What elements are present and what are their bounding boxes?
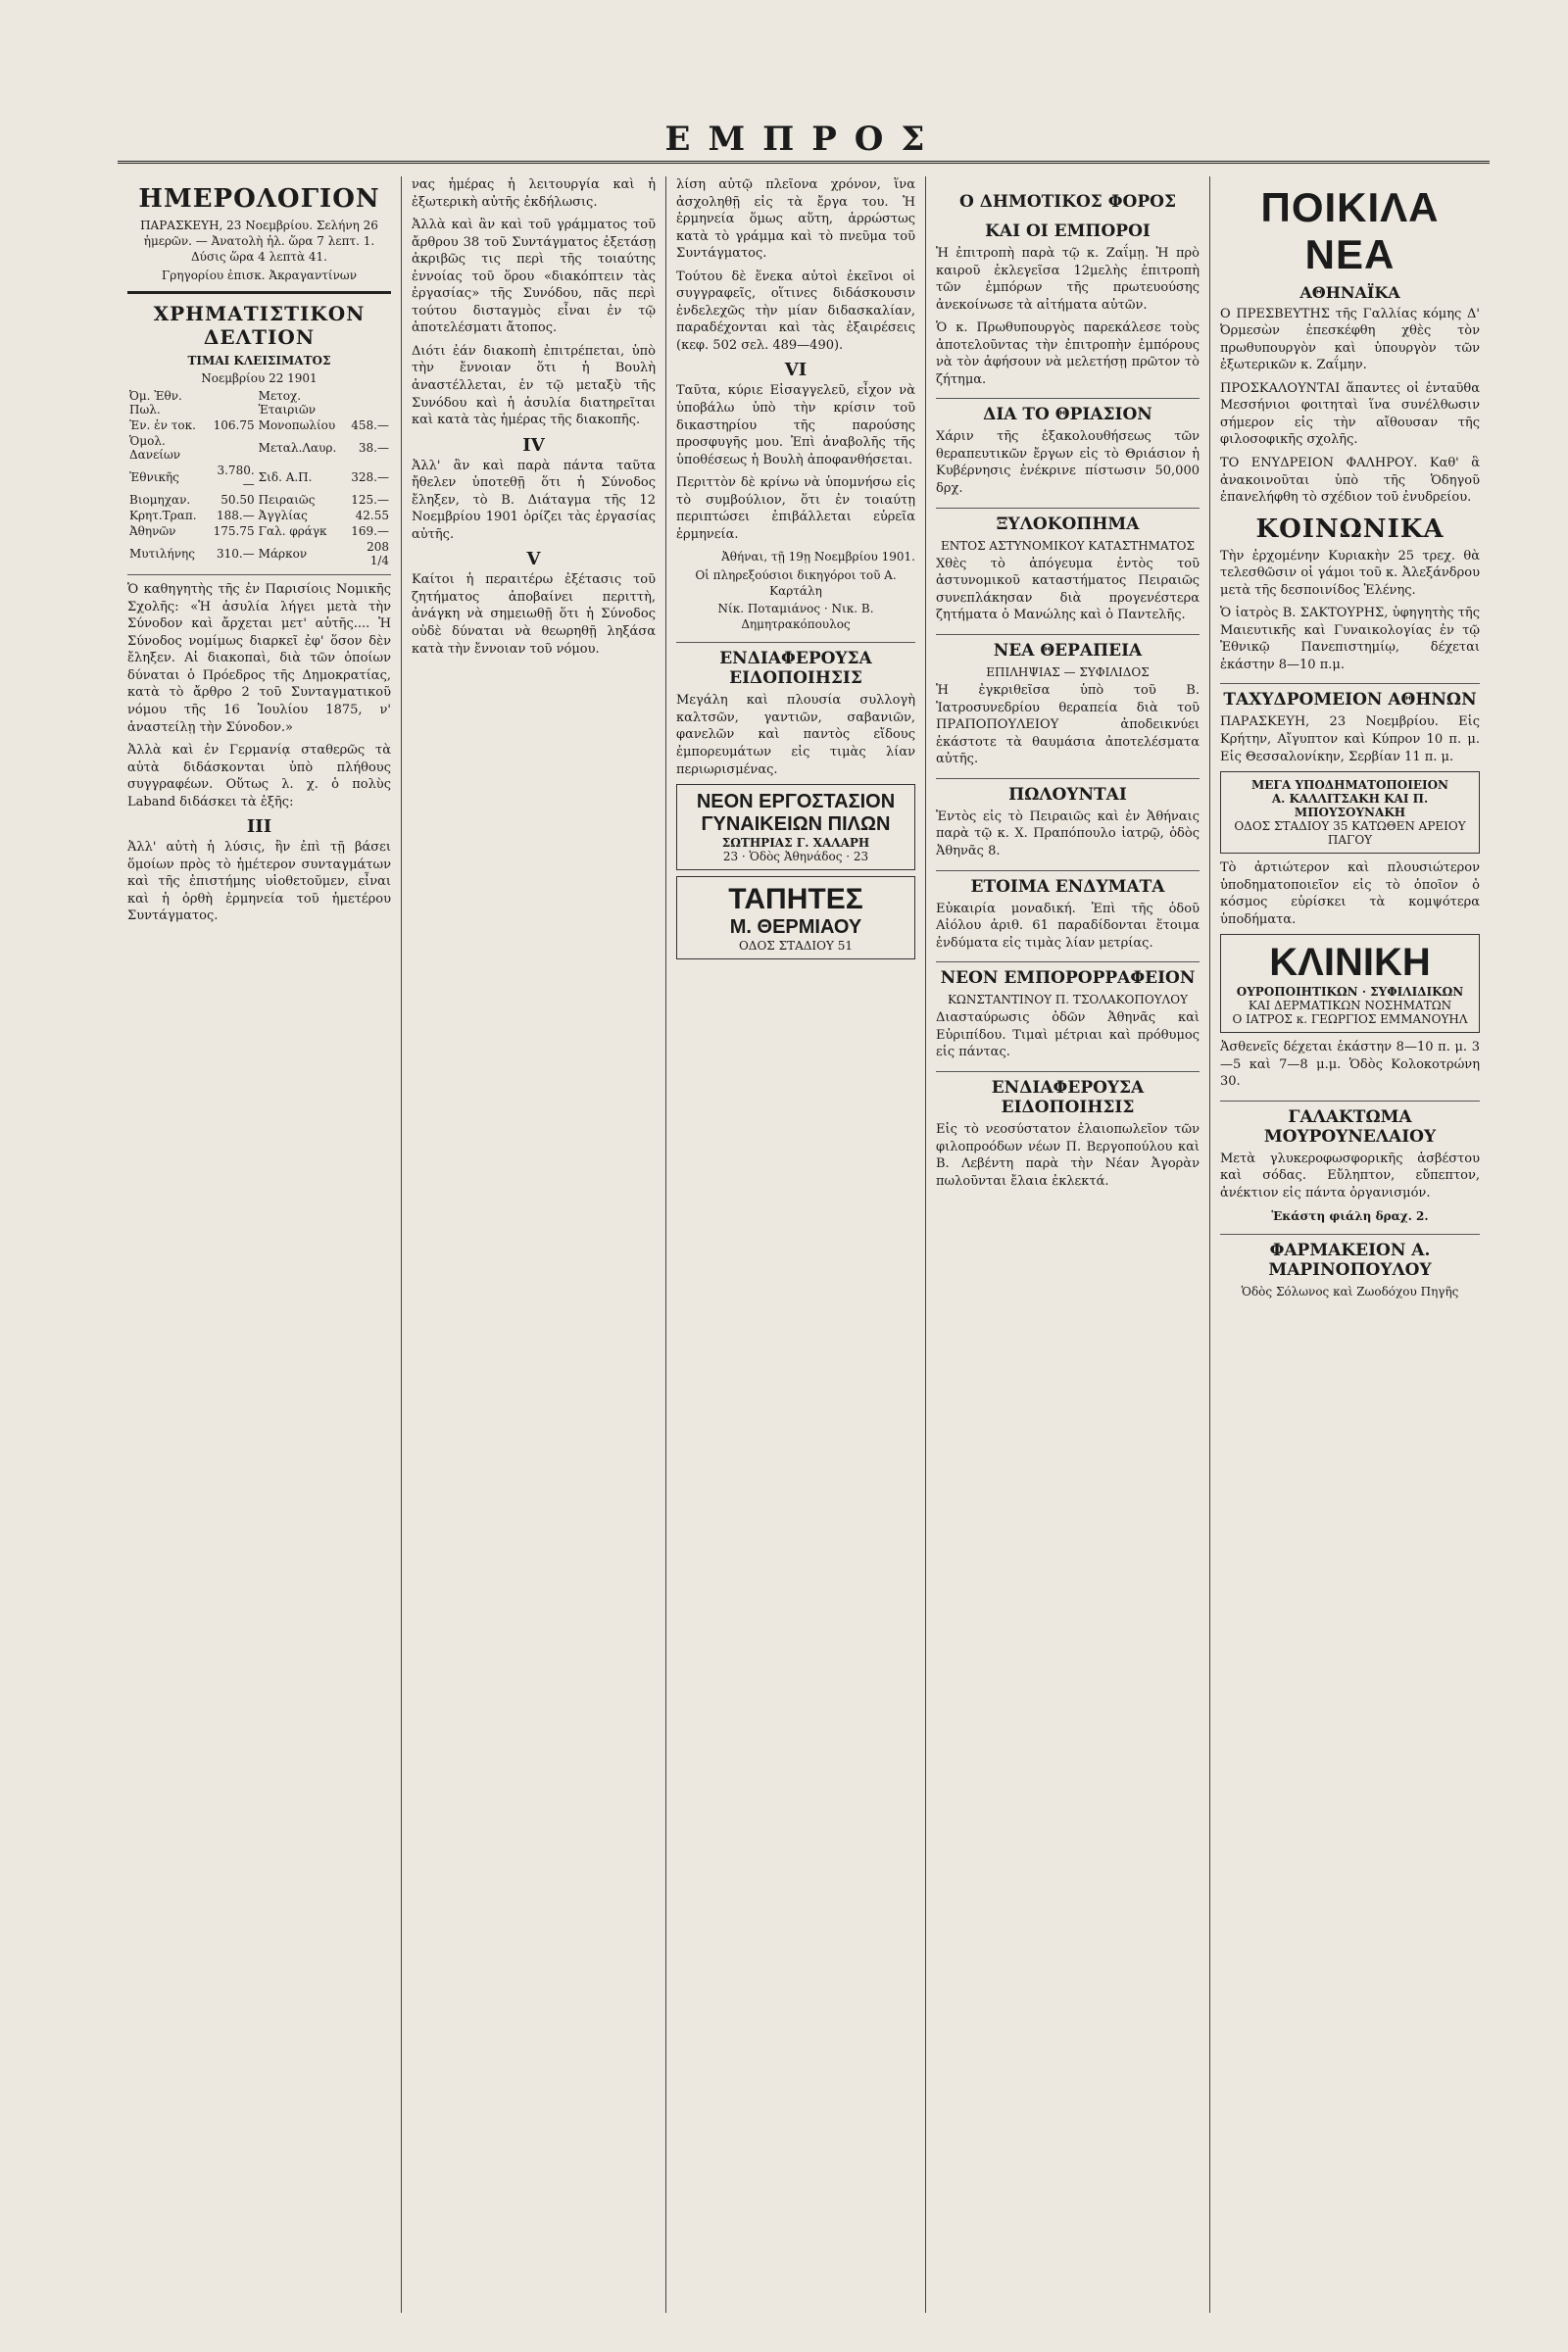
prices-heading: ΤΙΜΑΙ ΚΛΕΙΣΙΜΑΤΟΣ — [187, 353, 331, 368]
divider — [127, 574, 391, 575]
table-cell: 50.50 — [220, 493, 255, 508]
table-cell: Ἐν. ἐν τοκ. — [129, 418, 196, 433]
table-row — [127, 492, 391, 508]
article-paragraph: Ἀλλὰ καὶ ἐν Γερμανίᾳ σταθερῶς τὰ αὐτὰ διδάσκονται ὑπὸ πλήθους συγγραφέων. Οὕτως λ. χ. ὁ πολὺς Laband διδάσκει τὰ ἑξῆς: — [127, 743, 391, 809]
article-paragraph: Εὐκαιρία μοναδική. Ἐπὶ τῆς ὁδοῦ Αἰόλου ἀριθ. 61 παραδίδονται ἕτοιμα ἐνδύματα εἰς τιμὰς λίαν μετρίας. — [936, 901, 1200, 951]
table-cell: 208 1/4 — [367, 540, 389, 568]
table-cell: Ἀγγλίας — [258, 509, 308, 523]
column-4 — [926, 176, 1210, 2313]
pharmacy-address: Ὁδὸς Σόλωνος καὶ Ζωοδόχου Πηγῆς — [1241, 1284, 1459, 1298]
article-heading: ΝΕΑ ΘΕΡΑΠΕΙΑ — [936, 634, 1200, 661]
table-cell: 42.55 — [355, 509, 389, 523]
news-item: Μετὰ γλυκεροφωσφορικῆς ἀσβέστου καὶ σόδας. Εὔληπτον, εὔπεπτον, ἀνέκτιον εἰς πάντα ὀργανισμόν. — [1220, 1151, 1480, 1200]
news-item: Ἀσθενεῖς δέχεται ἑκάστην 8—10 π. μ. 3—5 καὶ 7—8 μ.μ. Ὁδὸς Κολοκοτρώνη 30. — [1220, 1040, 1480, 1090]
table-cell: Ὁμολ. Δανείων — [129, 434, 181, 463]
article-paragraph: Περιττὸν δὲ κρίνω νὰ ὑπομνήσω εἰς τὸ συμβούλιον, ὅτι ἐν τοιαύτῃ περιπτώσει ἐπιβάλλεται εὐρεῖα ἑρμηνεία. — [676, 475, 915, 542]
table-row — [127, 523, 391, 539]
table-cell: Ἀθηνῶν — [129, 524, 176, 539]
table-row — [127, 539, 391, 568]
table-cell: Γαλ. φράγκ — [258, 524, 327, 539]
news-item: ΤΟ ΕΝΥΔΡΕΙΟΝ ΦΑΛΗΡΟΥ. Καθ' ἃ ἀνακοινοῦται ὑπὸ τῆς Ὁδηγοῦ ἐπανελήφθη τὸ σχέδιον τοῦ ἐνυδρείου. — [1220, 455, 1480, 506]
table-cell: Ὀμ. Ἐθν. Πωλ. — [129, 389, 182, 417]
news-item: ΠΡΟΣΚΑΛΟΥΝΤΑΙ ἅπαντες οἱ ἐνταῦθα Μεσσήνιοι φοιτηταὶ ἵνα συνέλθωσιν σήμερον εἰς τὴν αἴθουσαν τῆς φιλοσοφικῆς σχολῆς. — [1220, 380, 1480, 448]
table-cell: Μονοπωλίου — [258, 418, 336, 433]
table-cell: 106.75 — [213, 418, 255, 433]
section-number: VI — [784, 360, 808, 381]
article-paragraph: Ἡ ἐπιτροπὴ παρὰ τῷ κ. Ζαΐμῃ. Ἡ πρὸ καιροῦ ἐκλεγεῖσα 12μελὴς ἐπιτροπὴ τῶν ἐμπόρων τῆς πρωτευούσης ἀνεκοίνωσε τὰ αἰτήματα αὐτῶν. — [936, 246, 1200, 313]
table-cell — [208, 388, 256, 417]
table-cell: Πειραιῶς — [258, 493, 316, 508]
column-5 — [1210, 176, 1490, 2313]
article-heading: ΦΑΡΜΑΚΕΙΟΝ Α. ΜΑΡΙΝΟΠΟΥΛΟΥ — [1220, 1234, 1480, 1280]
table-cell — [349, 388, 391, 417]
section-number: IV — [522, 434, 545, 456]
column-1 — [118, 176, 402, 2313]
ad-doctor: Ο ΙΑΤΡΟΣ κ. ΓΕΩΡΓΙΟΣ ΕΜΜΑΝΟΥΗΛ — [1232, 1012, 1468, 1027]
news-item: Ὁ ἰατρὸς Β. ΣΑΚΤΟΥΡΗΣ, ὑφηγητὴς τῆς Μαιευτικῆς καὶ Γυναικολογίας ἐν τῷ Ἐθνικῷ Πανεπιστημίῳ, δέχεται ἑκάστην 8—10 π.μ. — [1220, 606, 1480, 672]
article-subheading: ΕΝΤΟΣ ΑΣΤΥΝΟΜΙΚΟΥ ΚΑΤΑΣΤΗΜΑΤΟΣ — [941, 538, 1195, 553]
article-paragraph: Ταῦτα, κύριε Εἰσαγγελεῦ, εἶχον νὰ ὑποβάλω ὑπὸ τὴν κρίσιν τοῦ δικαστηρίου τῆς παρούσης προσφυγῆς μου. Ἐπὶ ἀναβολῆς τῆς ὑποθέσεως ἡ Βουλὴ ἀποφανθήσεται. — [676, 383, 915, 467]
article-subheading: ΚΩΝΣΤΑΝΤΙΝΟΥ Π. ΤΣΟΛΑΚΟΠΟΥΛΟΥ — [947, 993, 1189, 1007]
hat-factory-ad — [676, 784, 915, 870]
table-cell: Μεταλ.Λαυρ. — [258, 441, 337, 456]
article-paragraph: Ἀλλ' ἂν καὶ παρὰ πάντα ταῦτα ἤθελεν ὑποτεθῇ ὅτι ἡ Σύνοδος ἔληξεν, τὸ Β. Διάταγμα τῆς 12 Νοεμβρίου 1901 ὁρίζει τὰς ἐργασίας αὐτῆς. — [412, 458, 656, 542]
article-heading: ΠΩΛΟΥΝΤΑΙ — [936, 778, 1200, 805]
table-row — [127, 417, 391, 433]
price-line: Ἑκάστη φιάλη δραχ. 2. — [1271, 1208, 1429, 1223]
table-cell: Μετοχ. Ἑταιριῶν — [258, 389, 317, 417]
ad-address: ΟΔΟΣ ΣΤΑΔΙΟΥ 51 — [738, 939, 854, 954]
ad-title: ΝΕΟΝ ΕΡΓΟΣΤΑΣΙΟΝ — [696, 791, 896, 813]
article-paragraph: Εἰς τὸ νεοσύστατον ἐλαιοπωλεῖον τῶν φιλοπροόδων νέων Π. Βεργοπούλου καὶ Β. Λεβέντη παρὰ τὴν Νέαν Ἀγορὰν πωλοῦνται ἔλαια ἐκλεκτά. — [936, 1121, 1200, 1189]
article-heading: ΓΑΛΑΚΤΩΜΑ ΜΟΥΡΟΥΝΕΛΑΙΟΥ — [1220, 1101, 1480, 1147]
prices-date: Νοεμβρίου 22 1901 — [201, 370, 318, 385]
table-cell: Κρητ.Τραπ. — [129, 509, 197, 523]
notice-text: Μεγάλη καὶ πλουσία συλλογὴ καλτσῶν, γαντιῶν, σαβανιῶν, φανελῶν καὶ παντὸς εἴδους ἐμπορευμάτων εἰς τιμὰς λίαν περιωρισμένας. — [676, 693, 915, 777]
ad-subtitle: ΚΑΙ ΔΕΡΜΑΤΙΚΩΝ ΝΟΣΗΜΑΤΩΝ — [1248, 999, 1452, 1013]
notice-heading: ΕΝΔΙΑΦΕΡΟΥΣΑ ΕΙΔΟΠΟΙΗΣΙΣ — [676, 642, 915, 688]
article-paragraph: Διασταύρωσις ὁδῶν Ἀθηνᾶς καὶ Εὐριπίδου. Τιμαὶ μέτριαι καὶ πρόθυμος εἰς πάντας. — [936, 1010, 1200, 1060]
article-heading: ΤΑΧΥΔΡΟΜΕΙΟΝ ΑΘΗΝΩΝ — [1220, 683, 1480, 710]
table-row — [127, 433, 391, 463]
table-cell: 310.— — [216, 547, 255, 562]
ad-subtitle: ΟΥΡΟΠΟΙΗΤΙΚΩΝ · ΣΥΦΙΛΙΔΙΚΩΝ — [1236, 985, 1464, 1000]
newspaper-page — [118, 118, 1490, 2313]
table-cell: 328.— — [351, 470, 389, 485]
table-cell: Σιδ. Α.Π. — [258, 470, 313, 485]
article-date: Ἀθήναι, τῇ 19ῃ Νοεμβρίου 1901. — [721, 550, 915, 564]
diary-text: ΠΑΡΑΣΚΕΥΗ, 23 Νοεμβρίου. Σελήνη 26 ἡμερῶν. — Ἀνατολὴ ἡλ. ὥρα 7 λεπτ. 1. Δύσις ὥρα 4 λεπτὰ 41. — [140, 219, 378, 265]
article-paragraph: Καίτοι ἡ περαιτέρω ἐξέτασις τοῦ ζητήματος ἀποβαίνει περιττὴ, ἀνάγκη νὰ σημειωθῇ ὅτι ἡ Σύνοδος οὐδὲ δύναται νὰ θεωρηθῇ ληξάσα κατὰ τὴν ἔννοιαν τοῦ νόμου. — [412, 572, 656, 657]
ad-title: ΚΛΙΝΙΚΗ — [1269, 941, 1431, 985]
article-paragraph: Ἡ ἐγκριθεῖσα ὑπὸ τοῦ Β. Ἰατροσυνεδρίου θεραπεία διὰ τοῦ ΠΡΑΠΟΠΟΥΛΕΙΟΥ ἀποδεικνύει ἑκάστοτε τὰ θαυμάσια ἀποτελέσματα αὐτῆς. — [936, 683, 1200, 767]
article-paragraph: Διότι ἐάν διακοπὴ ἐπιτρέπεται, ὑπὸ τὴν ἔννοιαν ὅτι ἡ Βουλὴ ἀναστέλλεται, ἐν τῷ μεταξὺ τῆς Συνόδου καὶ ἡ ἀσυλία διατηρεῖται καὶ κατὰ τὰς ἡμέρας τῆς διακοπῆς. — [412, 343, 656, 428]
table-cell: 188.— — [216, 509, 255, 523]
ad-title: ΜΕΓΑ ΥΠΟΔΗΜΑΤΟΠΟΙΕΙΟΝ — [1251, 778, 1448, 793]
article-signoff: Οἱ πληρεξούσιοι δικηγόροι τοῦ Α. Καρτάλη — [695, 567, 897, 598]
ad-title: ΤΑΠΗΤΕΣ — [728, 883, 863, 916]
columns — [118, 176, 1490, 2313]
article-heading: ΕΤΟΙΜΑ ΕΝΔΥΜΑΤΑ — [936, 870, 1200, 897]
newspaper-title: ΕΜΠΡΟΣ — [664, 120, 943, 159]
shoe-store-ad — [1220, 771, 1480, 854]
column-3 — [666, 176, 926, 2313]
masthead — [118, 118, 1490, 164]
clinic-ad — [1220, 934, 1480, 1033]
carpet-ad — [676, 876, 915, 959]
table-cell: 125.— — [351, 493, 389, 508]
article-heading: ΔΙΑ ΤΟ ΘΡΙΑΣΙΟΝ — [936, 398, 1200, 424]
table-cell: Ἐθνικῆς — [129, 470, 179, 485]
table-cell: 169.— — [351, 524, 389, 539]
saint-day: Γρηγορίου ἐπισκ. Ἀκραγαντίνων — [161, 268, 358, 282]
diary-heading: ΗΜΕΡΟΛΟΓΙΟΝ — [138, 184, 380, 214]
table-row — [127, 388, 391, 417]
table-cell: 38.— — [358, 441, 389, 456]
table-row — [127, 463, 391, 492]
article-heading: ΞΥΛΟΚΟΠΗΜΑ — [936, 508, 1200, 534]
news-item: Τὸ ἀρτιώτερον καὶ πλουσιώτερον ὑποδηματοποιεῖον εἰς τὸ ὁποῖον ὁ κόσμος εὑρίσκει τὰ κομψότερα ὑποδήματα. — [1220, 860, 1480, 927]
article-paragraph: Ἀλλ' αὐτὴ ἡ λύσις, ἣν ἐπὶ τῇ βάσει ὅμοίων πρὸς τὸ ἡμέτερον συνταγμάτων καὶ τῆς ἐπιστήμης υἱοθετοῦμεν, εἶναι καὶ ἡ ὀρθὴ ἑρμηνεία τοῦ ἡμετέρου Συντάγματος. — [127, 840, 391, 924]
news-item: Ο ΠΡΕΣΒΕΥΤΗΣ τῆς Γαλλίας κόμης Δ' Ὀρμεσὼν ἐπεσκέφθη χθὲς τὸν πρωθυπουργὸν καὶ ὑπουργὸν τῶν ἐξωτερικῶν κ. Ζαΐμην. — [1220, 306, 1480, 373]
article-heading: Ο ΔΗΜΟΤΙΚΟΣ ΦΟΡΟΣ — [959, 192, 1176, 212]
table-cell: Βιομηχαν. — [129, 493, 191, 508]
table-row — [127, 508, 391, 523]
section-title: ΚΟΙΝΩΝΙΚΑ — [1255, 514, 1445, 544]
article-paragraph: Χάριν τῆς ἐξακολουθήσεως τῶν θεραπευτικῶν ἔργων εἰς τὸ Θριάσιον ἡ Κυβέρνησις ἐνέκρινε πίστωσιν 50,000 δρχ. — [936, 429, 1200, 497]
article-paragraph: Ὁ καθηγητὴς τῆς ἐν Παρισίοις Νομικῆς Σχολῆς: «Ἡ ἀσυλία λήγει μετὰ τὴν Σύνοδον καὶ ἄρχεται μετ' αὐτῆς.... Ἡ Σύνοδος νομίμως διαρκεῖ ἐφ' ὅσον δὲν ἔληξεν. Αἱ διακοπαὶ, διὰ τῶν ὁποίων δύναται ὁ Πρόεδρος τῆς Δημοκρατίας, κατὰ τὸ ἄρθρο 2 τοῦ Συνταγματικοῦ νόμου τῆς 16 Ἰουλίου 1875, ν' ἀναστείλῃ τὴν Σύνοδον.» — [127, 582, 391, 735]
table-cell: Μυτιλήνης — [129, 547, 195, 562]
table-cell: 458.— — [351, 418, 389, 433]
article-paragraph: Ἐντὸς εἰς τὸ Πειραιῶς καὶ ἐν Ἀθήναις παρὰ τῷ κ. Χ. Πραπόπουλο ἰατρῷ, ὁδὸς Ἀθηνᾶς 8. — [936, 808, 1200, 858]
table-cell: 3.780.— — [217, 464, 255, 492]
table-cell — [208, 433, 256, 463]
table-cell: Μάρκον — [258, 547, 308, 562]
section-subtitle: ΑΘΗΝΑΪΚΑ — [1299, 283, 1400, 302]
prices-table — [127, 388, 391, 568]
section-number: ΙΙΙ — [246, 816, 272, 838]
news-item: ΠΑΡΑΣΚΕΥΗ, 23 Νοεμβρίου. Εἰς Κρήτην, Αἴγυπτον καὶ Κύπρον 10 π. μ. Εἰς Θεσσαλονίκην, Σερβίαν 11 π. μ. — [1220, 714, 1480, 764]
article-paragraph: Ἀλλὰ καὶ ἂν καὶ τοῦ γράμματος τοῦ ἄρθρου 38 τοῦ Συντάγματος ἐξετάσῃ ἀκριβῶς τις περὶ τῆς τοιαύτης ἐννοίας τοῦ ὅρου «διακόπτειν τὰς ἐργασίας» τῆς Συνόδου, πᾶς περὶ τούτου δισταγμὸς εἶναι ἐν τῷ ἀποτελέσματι ἄτοπος. — [412, 218, 656, 336]
section-number: V — [526, 549, 541, 570]
column-2 — [402, 176, 666, 2313]
article-heading: ΕΝΔΙΑΦΕΡΟΥΣΑ ΕΙΔΟΠΟΙΗΣΙΣ — [936, 1071, 1200, 1117]
article-paragraph: Χθὲς τὸ ἀπόγευμα ἐντὸς τοῦ ἀστυνομικοῦ καταστήματος Πειραιῶς συνεπλάκησαν διὰ προγενέστερα ζητήματα ὁ Μανώλης καὶ ὁ Παντελῆς. — [936, 556, 1200, 623]
article-paragraph: Ὁ κ. Πρωθυπουργὸς παρεκάλεσε τοὺς ἀποτελοῦντας τὴν ἐπιτροπὴν ἐμπόρους νὰ τὸν ἀφήσουν νὰ μελετήσῃ πρῶτον τὸ ζήτημα. — [936, 320, 1200, 387]
ad-owner: Μ. ΘΕΡΜΙΑΟΥ — [729, 916, 862, 939]
ad-address: 23 · Ὁδὸς Ἀθηνάδος · 23 — [722, 850, 869, 864]
article-paragraph: Τούτου δὲ ἕνεκα αὐτοὶ ἐκεῖνοι οἱ συγγραφεῖς, οἵτινες διδάσκουσιν ἐνδελεχῶς τὴν μίαν διδασκαλίαν, παραδέχονται καὶ τὰς ἐξαιρέσεις (κεφ. 502 σελ. 489—490). — [676, 269, 915, 353]
article-paragraph: νας ἡμέρας ἡ λειτουργία καὶ ἡ ἐξωτερικὴ αὐτῆς ἐκδήλωσις. — [412, 177, 656, 210]
news-item: Τὴν ἐρχομένην Κυριακὴν 25 τρεχ. θὰ τελεσθῶσιν οἱ γάμοι τοῦ κ. Ἀλεξάνδρου μετὰ τῆς δεσποινίδος Ἑλένης. — [1220, 548, 1480, 598]
ad-owner: Α. ΚΑΛΛΙΤΣΑΚΗ ΚΑΙ Π. ΜΠΟΥΣΟΥΝΑΚΗ — [1271, 792, 1429, 820]
ad-owner: ΣΩΤΗΡΙΑΣ Γ. ΧΑΛΑΡΗ — [721, 836, 870, 851]
article-heading: ΝΕΟΝ ΕΜΠΟΡΟΡΡΑΦΕΙΟΝ — [936, 961, 1200, 988]
ad-address: ΟΔΟΣ ΣΤΑΔΙΟΥ 35 ΚΑΤΩΘΕΝ ΑΡΕΙΟΥ ΠΑΓΟΥ — [1234, 819, 1466, 848]
ad-subtitle: ΓΥΝΑΙΚΕΙΩΝ ΠΙΛΩΝ — [701, 813, 891, 836]
divider — [127, 291, 391, 294]
article-paragraph: λίση αὐτῷ πλεῖονα χρόνον, ἵνα ἀσχοληθῇ εἰς τὰ ἔργα του. Ἡ ἑρμηνεία ὅμως αὕτη, ἀρρώστως κατὰ τὸ γράμμα καὶ τὸ πνεῦμα τοῦ Συντάγματος. — [676, 177, 915, 262]
bulletin-heading: ΧΡΗΜΑΤΙΣΤΙΚΟΝ ΔΕΛΤΙΟΝ — [153, 301, 366, 349]
article-heading: ΚΑΙ ΟΙ ΕΜΠΟΡΟΙ — [985, 221, 1151, 241]
article-authors: Νίκ. Ποταμιάνος · Νικ. Β. Δημητρακόπουλος — [717, 601, 874, 632]
section-title: ΠΟΙΚΙΛΑ ΝΕΑ — [1260, 184, 1440, 277]
table-cell: 175.75 — [213, 524, 255, 539]
article-subheading: ΕΠΙΛΗΨΙΑΣ — ΣΥΦΙΛΙΔΟΣ — [986, 664, 1150, 679]
